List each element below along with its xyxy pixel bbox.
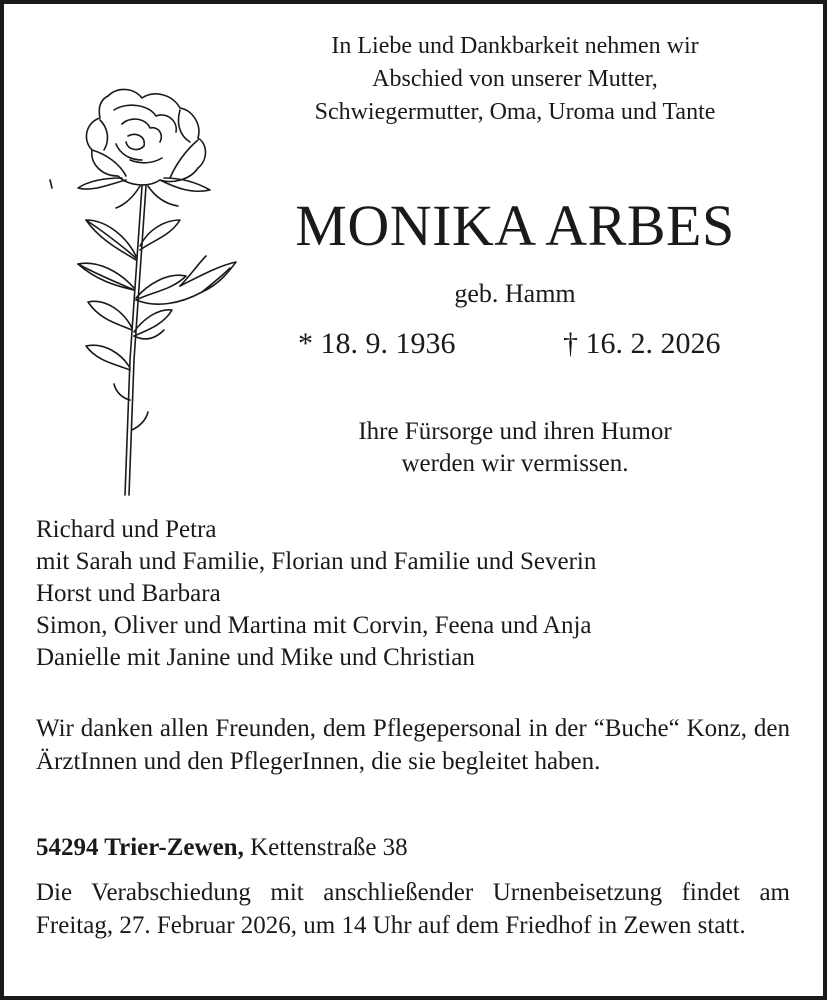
address-street: Kettenstraße 38 — [250, 834, 408, 861]
deceased-name: MONIKA ARBES — [295, 193, 735, 258]
funeral-paragraph: Die Verabschiedung mit anschließender Urnenbeisetzung findet am Freitag, 27. Februar 2026, um 14 Uhr auf dem Friedhof in Zewen statt. — [36, 879, 790, 939]
address-line — [36, 832, 790, 864]
mourners-line: Danielle mit Janine und Mike und Christian — [36, 644, 475, 671]
mourners-line: Richard und Petra — [36, 516, 217, 543]
death-date: † 16. 2. 2026 — [563, 327, 721, 360]
rose-icon — [30, 80, 245, 500]
address-city: 54294 Trier-Zewen, — [36, 834, 244, 861]
intro-line: Schwiegermutter, Oma, Uroma und Tante — [314, 99, 716, 125]
mourners-list — [36, 514, 796, 674]
mourners-line: mit Sarah und Familie, Florian und Familie und Severin — [36, 548, 597, 575]
motto-line: Ihre Fürsorge und ihren Humor — [358, 418, 672, 445]
intro-line: Abschied von unserer Mutter, — [372, 66, 658, 92]
intro-line: In Liebe und Dankbarkeit nehmen wir — [331, 33, 699, 59]
birth-date: * 18. 9. 1936 — [298, 327, 456, 360]
intro-text — [245, 30, 785, 129]
motto-line: werden wir vermissen. — [401, 450, 629, 477]
maiden-name: geb. Hamm — [454, 279, 576, 308]
mourners-line: Horst und Barbara — [36, 580, 221, 607]
motto-text — [245, 416, 785, 480]
thanks-paragraph: Wir danken allen Freunden, dem Pflegepersonal in der “Buche“ Konz, den ÄrztInnen und den PflegerInnen, die sie begleitet haben. — [36, 715, 790, 775]
mourners-line: Simon, Oliver und Martina mit Corvin, Feena und Anja — [36, 612, 592, 639]
